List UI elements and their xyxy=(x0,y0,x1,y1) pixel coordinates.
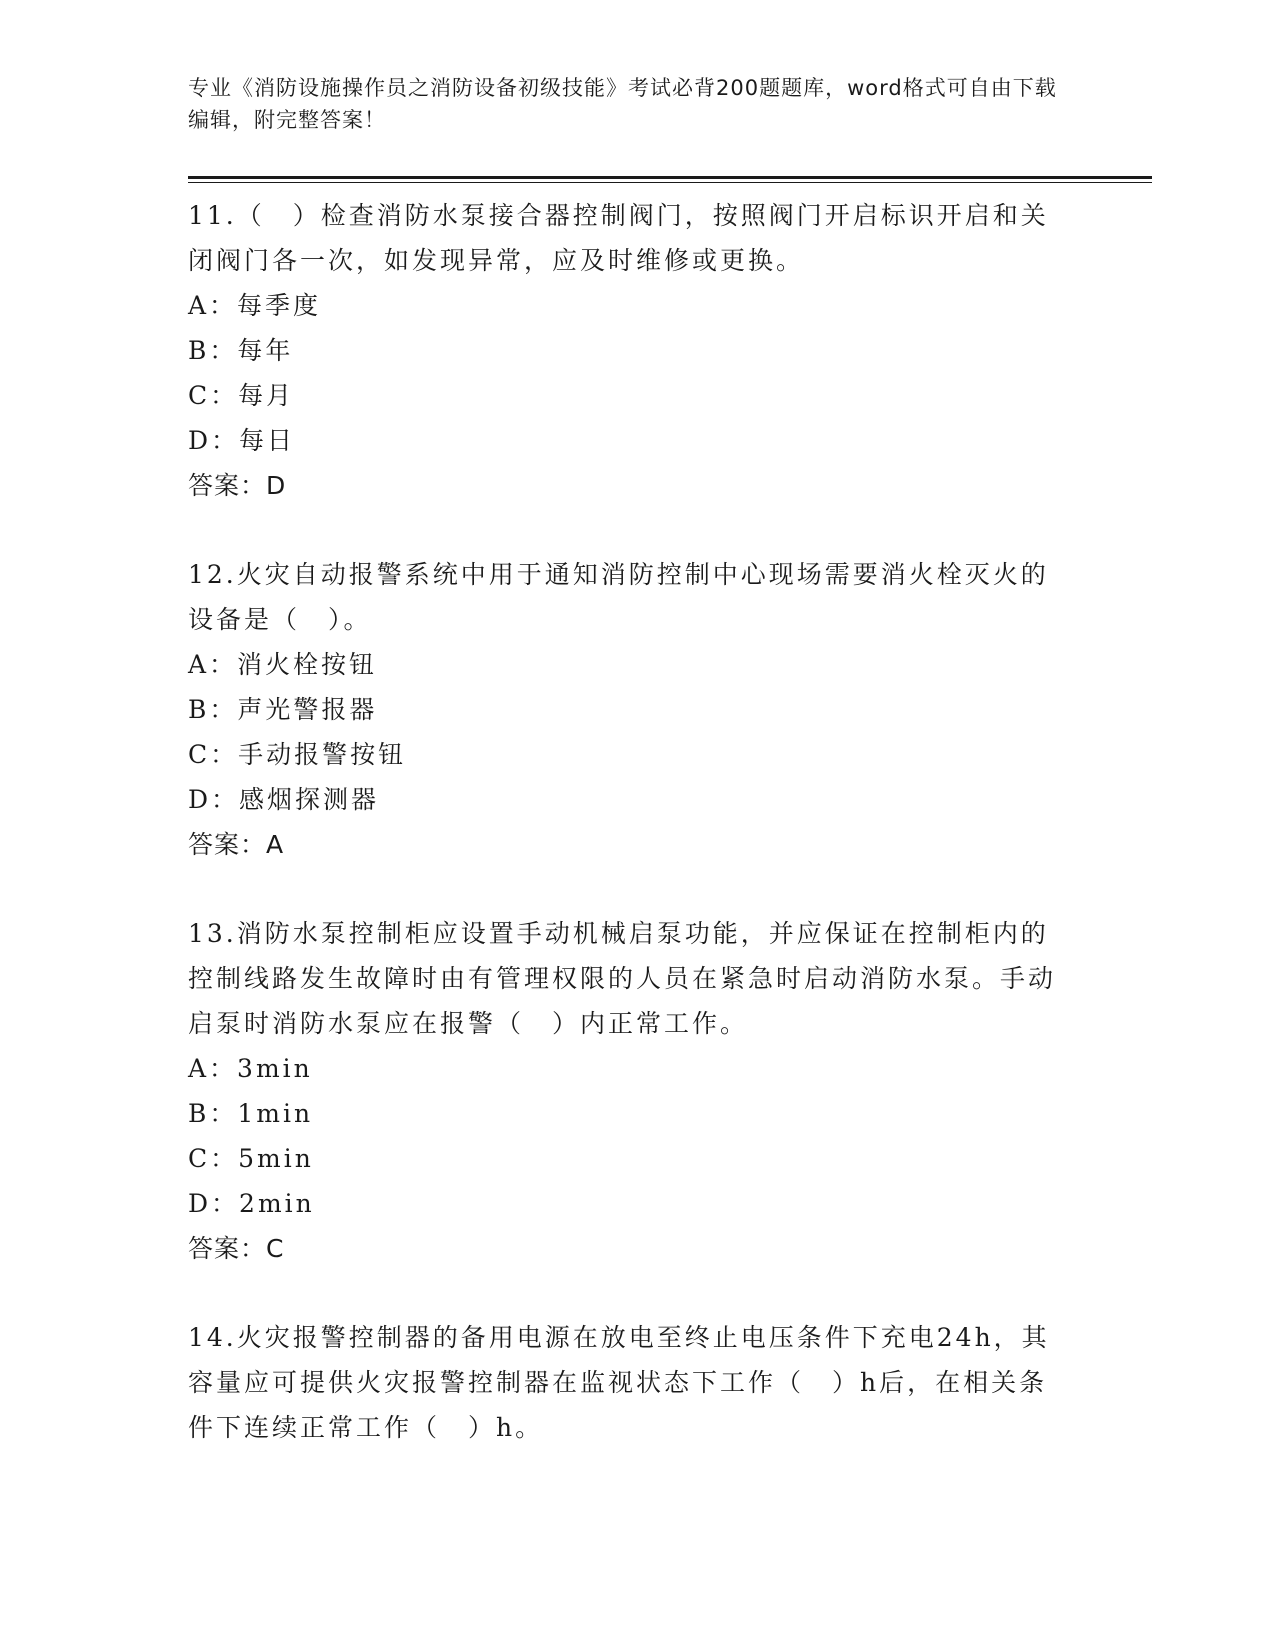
answer-line: 答案：D xyxy=(188,471,287,500)
document-page xyxy=(188,72,1148,1494)
option-c: C：手动报警按钮 xyxy=(188,740,407,769)
question-stem: 11.（ ）检查消防水泵接合器控制阀门，按照阀门开启标识开启和关闭阀门各一次，如发现异常，应及时维修或更换。 xyxy=(188,201,1049,275)
option-b: B：每年 xyxy=(188,336,294,365)
question-stem: 14.火灾报警控制器的备用电源在放电至终止电压条件下充电24h，其容量应可提供火灾报警控制器在监视状态下工作（ ）h后，在相关条件下连续正常工作（ ）h。 xyxy=(188,1323,1050,1442)
answer-line: 答案：A xyxy=(188,830,285,859)
question-list xyxy=(188,193,1148,1450)
option-a: A：3min xyxy=(188,1054,313,1083)
question-12 xyxy=(188,552,1148,867)
option-b: B：1min xyxy=(188,1099,314,1128)
answer-line: 答案：C xyxy=(188,1234,285,1263)
question-stem: 13.消防水泵控制柜应设置手动机械启泵功能，并应保证在控制柜内的控制线路发生故障时由有管理权限的人员在紧急时启动消防水泵。手动启泵时消防水泵应在报警（ ）内正常工作。 xyxy=(188,919,1057,1038)
option-c: C：5min xyxy=(188,1144,314,1173)
divider-thin-line xyxy=(188,182,1152,183)
option-d: D：感烟探测器 xyxy=(188,785,380,814)
header-divider xyxy=(188,176,1152,183)
option-d: D：每日 xyxy=(188,426,296,455)
document-header-title: 专业《消防设施操作员之消防设备初级技能》考试必背200题题库，word格式可自由下载编辑，附完整答案！ xyxy=(188,76,1057,132)
question-11 xyxy=(188,193,1148,508)
question-stem: 12.火灾自动报警系统中用于通知消防控制中心现场需要消火栓灭火的设备是（ ）。 xyxy=(188,560,1049,634)
option-a: A：消火栓按钮 xyxy=(188,650,378,679)
option-a: A：每季度 xyxy=(188,291,322,320)
option-c: C：每月 xyxy=(188,381,295,410)
option-b: B：声光警报器 xyxy=(188,695,378,724)
question-14 xyxy=(188,1315,1148,1450)
question-13 xyxy=(188,911,1148,1271)
option-d: D：2min xyxy=(188,1189,315,1218)
